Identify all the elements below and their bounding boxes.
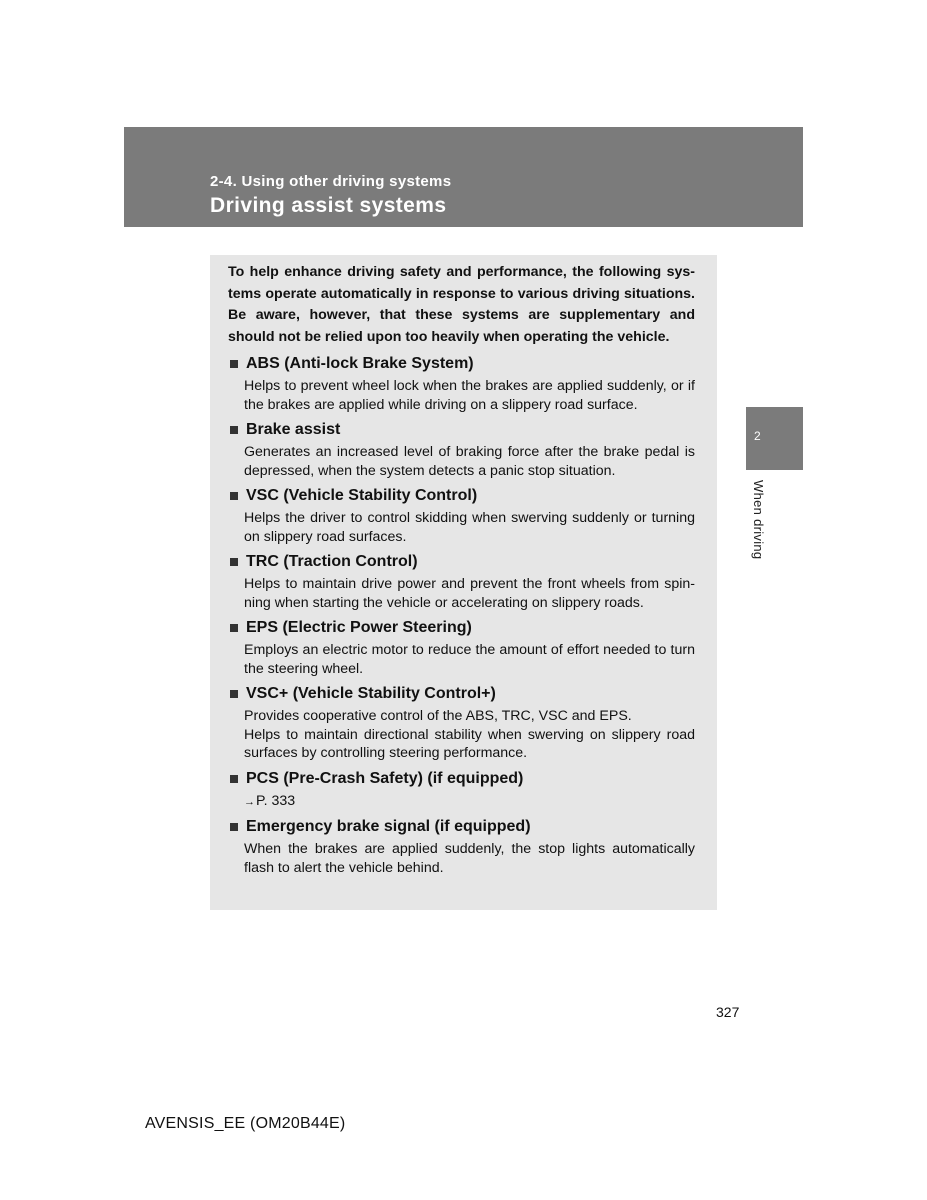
description-text: Provides cooperative control of the ABS, TRC, VSC and EPS. xyxy=(244,708,632,724)
chapter-side-tab xyxy=(746,407,803,470)
square-bullet-icon xyxy=(230,360,238,368)
description-text: When the brakes are applied suddenly, the stop lights automatically flash to alert the vehicle behind. xyxy=(244,841,695,876)
item-description xyxy=(244,641,695,678)
square-bullet-icon xyxy=(230,624,238,632)
item-heading xyxy=(228,816,695,838)
list-item-trc xyxy=(228,551,695,612)
intro-paragraph: To help enhance driving safety and performance, the following sys-tems operate automatically in response to various driving situations. Be aware, however, that these systems are supplementary and should not be relied upon too heavily when operating the vehicle. xyxy=(228,264,695,345)
description-text: Helps to maintain directional stability when swerving on slippery road surfaces by controlling steering performance. xyxy=(244,726,695,761)
item-heading xyxy=(228,551,695,573)
item-description xyxy=(244,377,695,414)
list-item-brake-assist xyxy=(228,419,695,480)
section-number: 2-4. Using other driving systems xyxy=(210,173,452,190)
item-description xyxy=(244,443,695,480)
content-box xyxy=(210,255,717,910)
page-reference[interactable] xyxy=(244,792,695,812)
item-heading xyxy=(228,419,695,441)
item-heading-text: EPS (Electric Power Steering) xyxy=(246,619,472,636)
description-text: Helps the driver to control skidding when swerving suddenly or turning on slippery road surfaces. xyxy=(244,510,695,545)
square-bullet-icon xyxy=(230,558,238,566)
item-description xyxy=(244,707,695,763)
item-heading xyxy=(228,353,695,375)
item-heading-text: VSC+ (Vehicle Stability Control+) xyxy=(246,685,496,702)
square-bullet-icon xyxy=(230,690,238,698)
item-description xyxy=(244,509,695,546)
description-text: Helps to maintain drive power and prevent the front wheels from spin-ning when starting the vehicle or accelerating on slippery roads. xyxy=(244,576,695,611)
chapter-number: 2 xyxy=(754,429,761,443)
item-heading-text: VSC (Vehicle Stability Control) xyxy=(246,487,478,504)
item-heading xyxy=(228,485,695,507)
right-arrow-icon: → xyxy=(244,795,255,808)
item-heading xyxy=(228,768,695,790)
item-heading-text: PCS (Pre-Crash Safety) (if equipped) xyxy=(246,769,524,787)
list-item-eps xyxy=(228,617,695,678)
list-item-emergency-brake-signal xyxy=(228,816,695,877)
item-heading-text: TRC (Traction Control) xyxy=(246,553,418,570)
description-text: Employs an electric motor to reduce the amount of effort needed to turn the steering wheel. xyxy=(244,642,695,677)
item-description xyxy=(244,575,695,612)
item-heading xyxy=(228,617,695,639)
list-item-abs xyxy=(228,353,695,414)
square-bullet-icon xyxy=(230,492,238,500)
description-text: Generates an increased level of braking force after the brake pedal is depressed, when the system detects a panic stop situation. xyxy=(244,444,695,479)
square-bullet-icon xyxy=(230,823,238,831)
list-item-pcs xyxy=(228,768,695,812)
item-heading-text: Brake assist xyxy=(246,421,341,438)
manual-code: AVENSIS_EE (OM20B44E) xyxy=(145,1115,346,1132)
item-heading-text: Emergency brake signal (if equipped) xyxy=(246,818,531,835)
item-heading-text: ABS (Anti-lock Brake System) xyxy=(246,355,474,372)
page-reference-text: P. 333 xyxy=(256,792,296,809)
item-heading xyxy=(228,683,695,705)
chapter-side-label: When driving xyxy=(751,480,766,560)
page-title: Driving assist systems xyxy=(210,194,447,217)
square-bullet-icon xyxy=(230,775,238,783)
chapter-header-band xyxy=(124,127,803,227)
item-description xyxy=(244,840,695,877)
list-item-vsc-plus xyxy=(228,683,695,763)
square-bullet-icon xyxy=(230,426,238,434)
page-number: 327 xyxy=(716,1004,740,1020)
list-item-vsc xyxy=(228,485,695,546)
description-text: Helps to prevent wheel lock when the brakes are applied suddenly, or if the brakes are applied while driving on a slippery road surface. xyxy=(244,378,695,413)
